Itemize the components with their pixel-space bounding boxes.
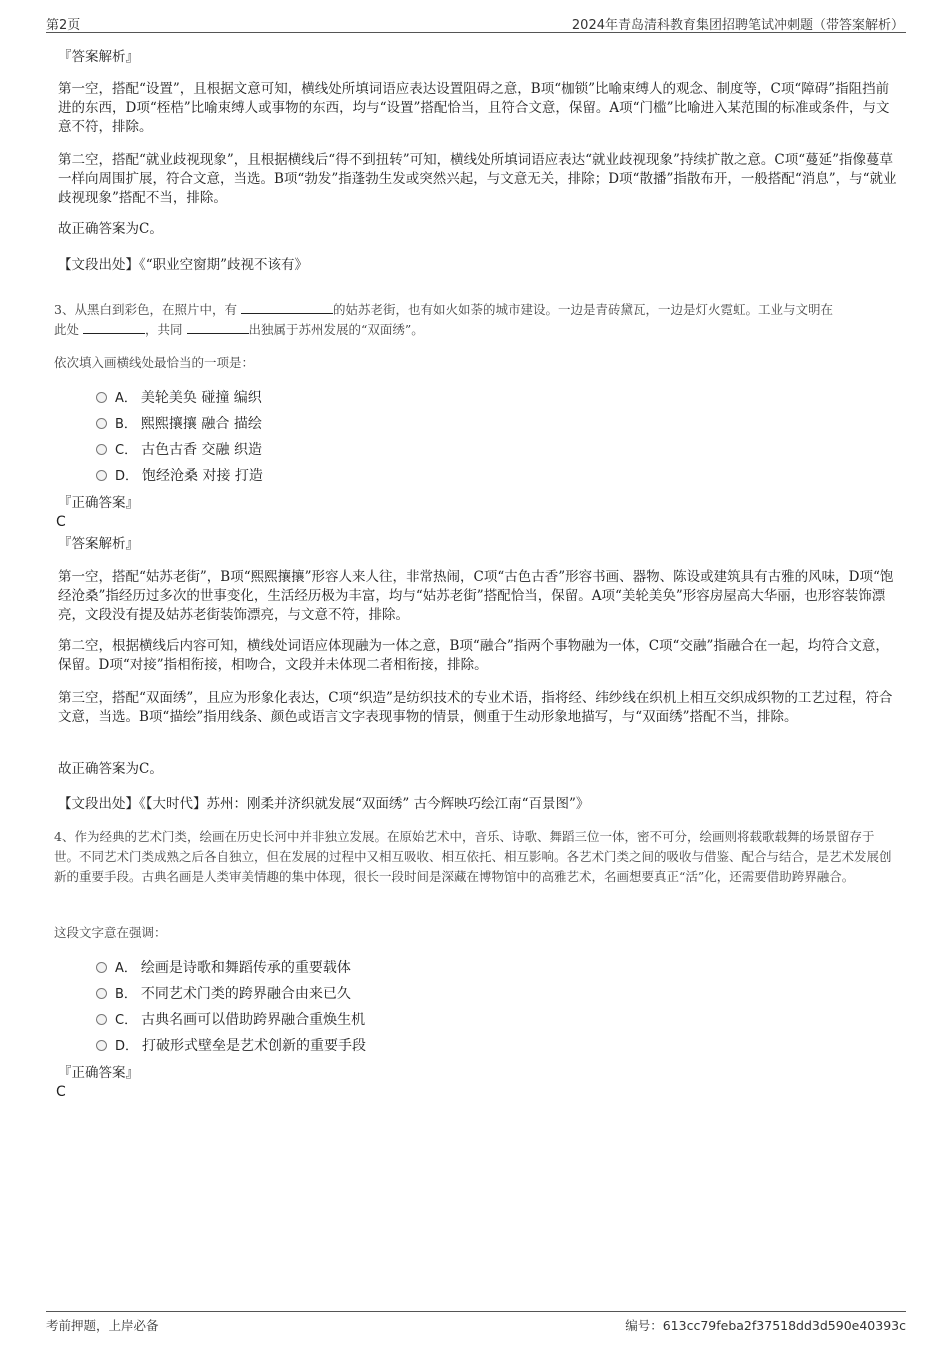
answer-label: 『正确答案』 [58,1065,139,1081]
radio-icon[interactable] [96,1040,107,1051]
option-d[interactable]: D． 打破形式壁垒是艺术创新的重要手段 [96,1036,366,1056]
analysis-paragraph: 第二空，根据横线后内容可知，横线处词语应体现融为一体之意，B项“融合”指两个事物融为一体，C项“交融”指融合在一起，均符合文意，保留。D项“对接”指相衔接，相吻合，文段并未体现二者相衔接，排除。 [58,638,889,673]
option-c[interactable]: C． 古色古香 交融 织造 [96,440,262,460]
conclusion-text: 故正确答案为C。 [58,221,163,237]
document-code: 编号：613cc79feba2f37518dd3d590e40393c [625,1318,906,1333]
analysis-paragraph: 第二空，搭配“就业歧视现象”，且根据横线后“得不到扭转”可知，横线处所填词语应表达“就业歧视现象”持续扩散之意。C项“蔓延”指像蔓草一样向周围扩展，符合文意，当选。B项“勃发”指蓬勃生发或突然兴起，与文意无关，排除；D项“散播”指散布开，一般搭配“消息”，与“就业歧视现象”搭配不当，排除。 [58,152,897,206]
page-footer [46,1311,906,1334]
option-a[interactable]: A． 绘画是诗歌和舞蹈传承的重要载体 [96,958,351,978]
radio-icon[interactable] [96,470,107,481]
option-d[interactable]: D． 饱经沧桑 对接 打造 [96,466,263,486]
analysis-label: 『答案解析』 [58,49,139,65]
question-4-stem: 4、作为经典的艺术门类，绘画在历史长河中并非独立发展。在原始艺术中，音乐、诗歌、舞蹈三位一体，密不可分，绘画则将载歌载舞的场景留存于世。不同艺术门类成熟之后各自独立，但在发展的过程中又相互吸收、相互依托、相互影响。各艺术门类之间的吸收与借鉴、配合与结合，是艺术发展创新的重要手段。古典名画是人类审美情趣的集中体现，很长一段时间是深藏在博物馆中的高雅艺术，名画想要真正“活”化，还需要借助跨界融合。 [54,829,892,884]
question-3-stem: 3、从黑白到彩色，在照片中，有 的姑苏老街，也有如火如荼的城市建设。一边是青砖黛瓦，一边是灯火霓虹。工业与文明在 此处 ，共同 出独属于苏州发展的“双面绣”。 [54,302,833,337]
conclusion-text: 故正确答案为C。 [58,761,163,777]
option-b[interactable]: B． 不同艺术门类的跨界融合由来已久 [96,984,351,1004]
source-text: 【文段出处】《【大时代】苏州：刚柔并济织就发展“双面绣” 古今辉映巧绘江南“百景图”》 [58,796,590,812]
radio-icon[interactable] [96,962,107,973]
radio-icon[interactable] [96,418,107,429]
answer-value: C [56,1084,66,1100]
analysis-label: 『答案解析』 [58,536,139,552]
footer-slogan: 考前押题，上岸必备 [46,1318,159,1333]
document-title: 2024年青岛清科教育集团招聘笔试冲刺题（带答案解析） [571,18,904,33]
answer-value: C [56,514,66,530]
question-prompt: 这段文字意在强调： [54,925,167,940]
source-text: 【文段出处】《“职业空窗期”歧视不该有》 [58,257,309,273]
page-header [46,12,906,33]
option-b[interactable]: B． 熙熙攘攘 融合 描绘 [96,414,262,434]
analysis-paragraph: 第一空，搭配“姑苏老街”，B项“熙熙攘攘”形容人来人往，非常热闹，C项“古色古香”形容书画、器物、陈设或建筑具有古雅的风味，D项“饱经沧桑”指经历过多次的世事变化，生活经历极为丰富，均与“姑苏老街”搭配恰当，保留。A项“美轮美奂”形容房屋高大华丽，也形容装饰漂亮，文段没有提及姑苏老街装饰漂亮，与文意不符，排除。 [58,569,894,623]
analysis-paragraph: 第三空，搭配“双面绣”，且应为形象化表达，C项“织造”是纺织技术的专业术语，指将经、纬纱线在织机上相互交织成织物的工艺过程，符合文意，当选。B项“描绘”指用线条、颜色或语言文字表现事物的情景，侧重于生动形象地描写，与“双面绣”搭配不当，排除。 [58,690,893,725]
radio-icon[interactable] [96,1014,107,1025]
answer-label: 『正确答案』 [58,495,139,511]
analysis-paragraph: 第一空，搭配“设置”，且根据文意可知，横线处所填词语应表达设置阻碍之意，B项“枷锁”比喻束缚人的观念、制度等，C项“障碍”指阻挡前进的东西，D项“桎梏”比喻束缚人或事物的东西，均与“设置”搭配恰当，且符合文意，保留。A项“门槛”比喻进入某范围的标准或条件，与文意不符，排除。 [58,81,890,135]
fill-blank [187,321,249,334]
radio-icon[interactable] [96,444,107,455]
option-a[interactable]: A． 美轮美奂 碰撞 编织 [96,388,262,408]
fill-blank [241,301,333,314]
radio-icon[interactable] [96,988,107,999]
fill-blank [83,321,145,334]
page-number: 第2页 [46,18,81,33]
radio-icon[interactable] [96,392,107,403]
question-prompt: 依次填入画横线处最恰当的一项是： [54,355,255,370]
option-c[interactable]: C． 古典名画可以借助跨界融合重焕生机 [96,1010,365,1030]
